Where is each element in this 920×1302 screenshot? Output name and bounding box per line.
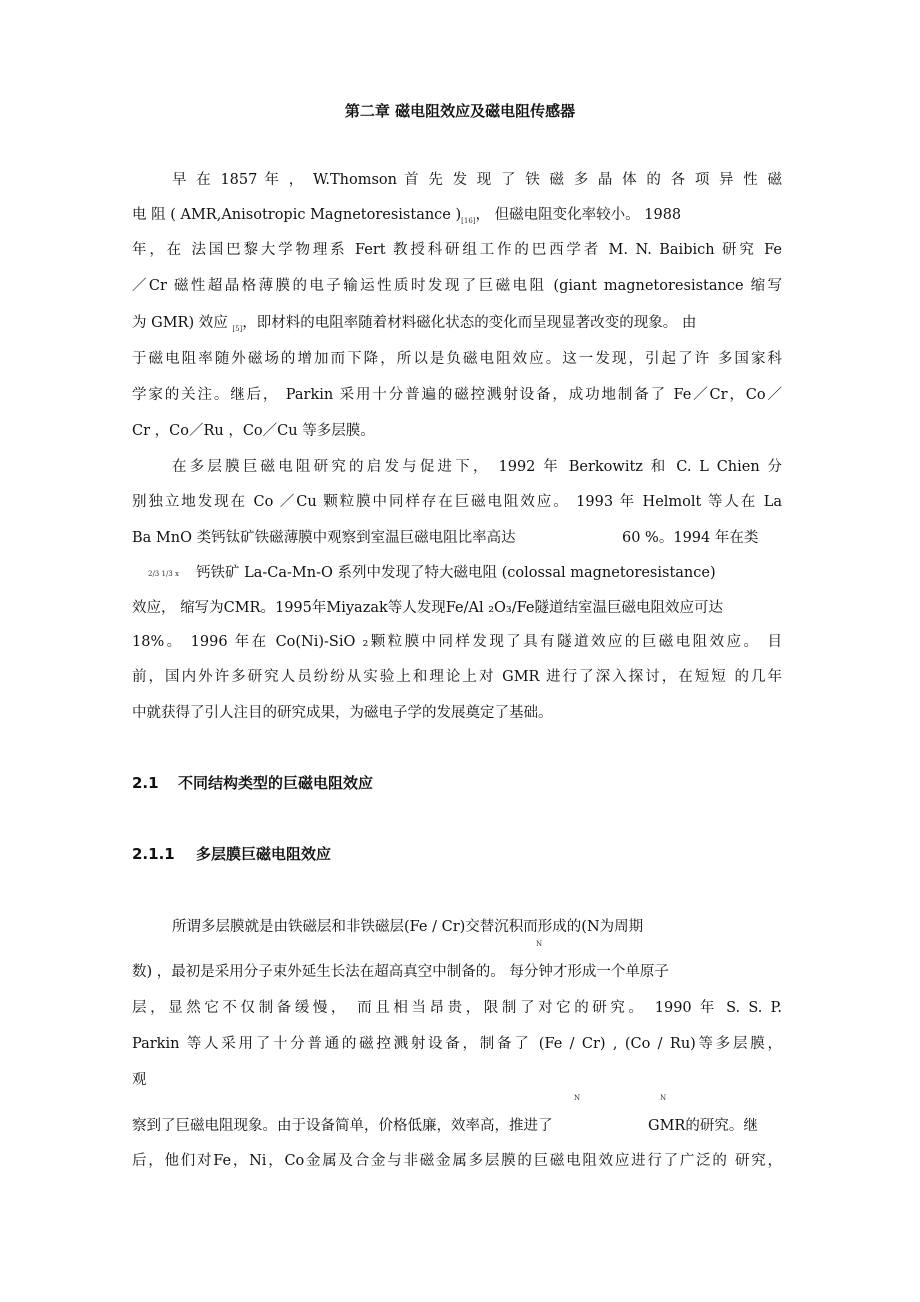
- p2-line-8: 中就获得了引人注目的研究成果，为磁电子学的发展奠定了基础。: [132, 705, 553, 721]
- subscript-n-1: N: [536, 940, 543, 948]
- p2-line-4: 钙铁矿 La-Ca-Mn-O 系列中发现了特大磁电阻 (colossal magnetoresistance): [196, 565, 716, 581]
- p1-line-4: ／Cr 磁性超晶格薄膜的电子输运性质时发现了巨磁电阻 (giant magnetoresistance 缩写: [132, 278, 782, 294]
- p3-line-4: Parkin 等人采用了十分普通的磁控溅射设备，制备了 (Fe / Cr) , (Co / Ru)等多层膜，: [132, 1036, 782, 1052]
- p1-line-8: Cr ，Co／Ru ，Co／Cu 等多层膜。: [132, 423, 375, 439]
- p1-line-5: [132, 313, 696, 335]
- p3-line-1: 所谓多层膜就是由铁磁层和非铁磁层(Fe / Cr)交替沉积而形成的(N为周期: [172, 919, 644, 935]
- subsection-title: 多层膜巨磁电阻效应: [196, 845, 332, 863]
- p1-line-7: 学家的关注。继后， Parkin 采用十分普遍的磁控溅射设备，成功地制备了 Fe／Cr，Co／: [132, 387, 782, 403]
- section-number: 2.1: [132, 774, 159, 792]
- section-heading-2-1: [132, 772, 373, 793]
- p3-line-6: [132, 1116, 553, 1136]
- p3-line-2: 数) ，最初是采用分子束外延生长法在超高真空中制备的。 每分钟才形成一个单原子: [132, 964, 669, 980]
- p2-line-2: 别独立地发现在 Co ／Cu 颗粒膜中同样存在巨磁电阻效应。 1993 年 Helmolt 等人在 La: [132, 494, 782, 510]
- p2-line-3-text: Ba MnO 类钙钛矿铁磁薄膜中观察到室温巨磁电阻比率高达: [132, 530, 516, 546]
- p3-line-6-text: 察到了巨磁电阻现象。由于设备简单，价格低廉，效率高，推进了: [132, 1118, 553, 1134]
- p3-line-6-tail: GMR的研究。继: [648, 1118, 758, 1134]
- p2-subscripts: 2/3 1/3 x: [148, 570, 179, 578]
- section-heading-2-1-1: [132, 843, 331, 864]
- p1-line-2-text: 电 阻 ( AMR,Anisotropic Magnetoresistance ): [132, 207, 462, 223]
- p1-line-5-tail: ，即材料的电阻率随着材料磁化状态的变化而呈现显著改变的现象。 由: [242, 315, 697, 331]
- p2-line-5: 效应， 缩写为CMR。1995年Miyazak等人发现Fe/Al ₂O₃/Fe隧道结室温巨磁电阻效应可达: [132, 600, 723, 616]
- subsection-number: 2.1.1: [132, 845, 175, 863]
- p3-line-7: 后，他们对Fe，Ni，Co金属及合金与非磁金属多层膜的巨磁电阻效应进行了广泛的 研究，: [132, 1153, 782, 1169]
- p1-line-2-tail: ， 但磁电阻变化率较小。 1988: [475, 207, 682, 223]
- p2-line-3-tail: 60 %。1994 年在类: [622, 530, 759, 546]
- p1-line-3: 年，在 法国巴黎大学物理系 Fert 教授科研组工作的巴西学者 M. N. Baibich 研究 Fe: [132, 242, 782, 258]
- subscript-n-2: N: [574, 1094, 581, 1102]
- p2-line-7: 前，国内外许多研究人员纷纷从实验上和理论上对 GMR 进行了深入探讨，在短短 的几年: [132, 669, 782, 685]
- p2-line-3: [132, 528, 516, 548]
- citation-5: [5]: [232, 325, 243, 333]
- p1-line-5-text: 为 GMR) 效应: [132, 315, 228, 331]
- p1-line-1: 早 在 1857 年 ， W.Thomson 首 先 发 现 了 铁 磁 多 晶 体 的 各 项 异 性 磁: [172, 172, 782, 188]
- p2-line-6: 18%。 1996 年在 Co(Ni)-SiO ₂颗粒膜中同样发现了具有隧道效应的巨磁电阻效应。 目: [132, 634, 782, 650]
- p3-line-3: 层，显然它不仅制备缓慢， 而且相当昂贵，限制了对它的研究。 1990 年 S. S. P.: [132, 1000, 782, 1016]
- p1-line-6: 于磁电阻率随外磁场的增加而下降，所以是负磁电阻效应。这一发现，引起了许 多国家科: [132, 351, 782, 367]
- p2-line-1: 在多层膜巨磁电阻研究的启发与促进下， 1992 年 Berkowitz 和 C. L Chien 分: [172, 459, 782, 475]
- p1-line-2: [132, 205, 681, 227]
- chapter-title: 第二章 磁电阻效应及磁电阻传感器: [344, 102, 576, 120]
- subscript-n-3: N: [660, 1094, 667, 1102]
- p3-line-5: 观: [132, 1072, 147, 1088]
- section-title: 不同结构类型的巨磁电阻效应: [178, 774, 374, 792]
- citation-16: [16]: [461, 217, 476, 225]
